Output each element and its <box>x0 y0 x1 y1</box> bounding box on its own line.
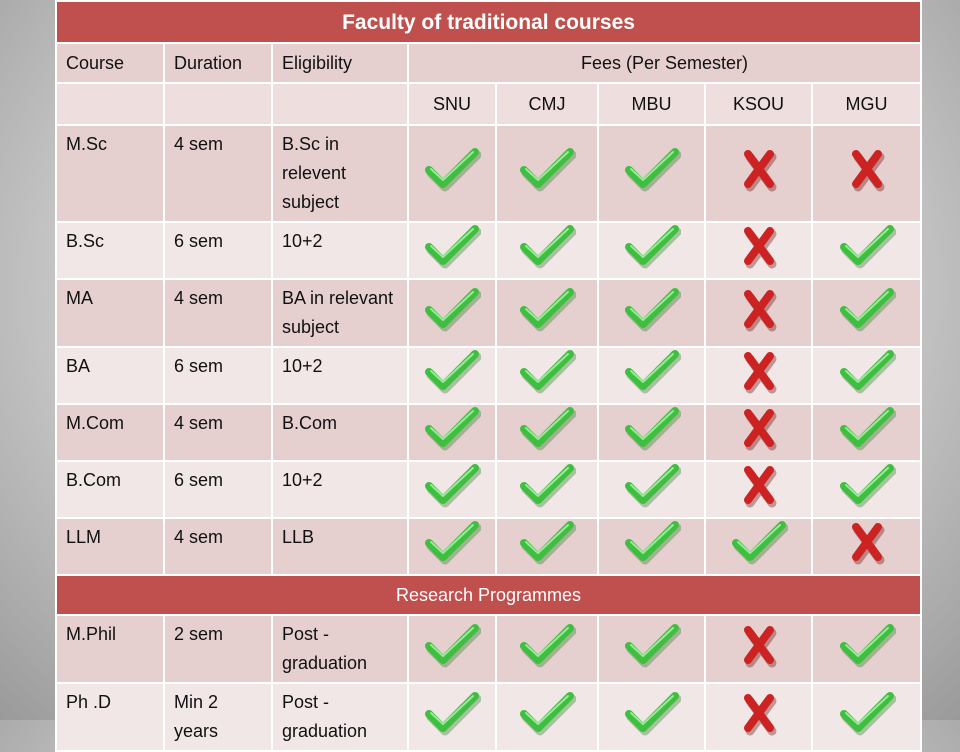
green-check-icon <box>623 286 681 332</box>
table-row <box>56 125 921 222</box>
green-check-icon <box>838 622 896 668</box>
green-check-icon <box>518 146 576 192</box>
mark-cell-ksou <box>705 683 812 751</box>
table-row <box>56 683 921 751</box>
course-cell: M.Sc <box>56 125 164 222</box>
green-check-icon <box>423 405 481 451</box>
red-cross-icon <box>730 348 788 394</box>
green-check-icon <box>423 462 481 508</box>
mark-cell-snu <box>408 125 496 222</box>
mark-cell-mgu <box>812 404 921 461</box>
course-cell: B.Sc <box>56 222 164 279</box>
eligibility-cell: 10+2 <box>272 461 408 518</box>
mark-cell-mgu <box>812 279 921 347</box>
mark-cell-mgu <box>812 125 921 222</box>
mark-cell-cmj <box>496 518 598 575</box>
university-header-row <box>56 83 921 125</box>
eligibility-cell: Post - graduation <box>272 683 408 751</box>
mark-cell-cmj <box>496 683 598 751</box>
mark-cell-mgu <box>812 347 921 404</box>
mark-cell-ksou <box>705 347 812 404</box>
mark-cell-mgu <box>812 461 921 518</box>
mark-cell-snu <box>408 222 496 279</box>
green-check-icon <box>423 622 481 668</box>
mark-cell-snu <box>408 461 496 518</box>
green-check-icon <box>623 622 681 668</box>
mark-cell-ksou <box>705 279 812 347</box>
green-check-icon <box>623 519 681 565</box>
green-check-icon <box>838 690 896 736</box>
mark-cell-mbu <box>598 347 705 404</box>
course-cell: Ph .D <box>56 683 164 751</box>
blank-cell <box>164 83 272 125</box>
mark-cell-ksou <box>705 222 812 279</box>
green-check-icon <box>623 348 681 394</box>
duration-cell: 6 sem <box>164 461 272 518</box>
university-snu: SNU <box>408 83 496 125</box>
mark-cell-snu <box>408 347 496 404</box>
eligibility-cell: Post - graduation <box>272 615 408 683</box>
mark-cell-snu <box>408 615 496 683</box>
red-cross-icon <box>730 146 788 192</box>
duration-cell: 2 sem <box>164 615 272 683</box>
eligibility-cell: B.Com <box>272 404 408 461</box>
table-row <box>56 347 921 404</box>
mark-cell-cmj <box>496 347 598 404</box>
green-check-icon <box>518 286 576 332</box>
mark-cell-cmj <box>496 404 598 461</box>
university-ksou: KSOU <box>705 83 812 125</box>
green-check-icon <box>623 405 681 451</box>
green-check-icon <box>423 690 481 736</box>
mark-cell-mbu <box>598 518 705 575</box>
mark-cell-mbu <box>598 683 705 751</box>
mark-cell-cmj <box>496 125 598 222</box>
mark-cell-cmj <box>496 461 598 518</box>
mark-cell-snu <box>408 683 496 751</box>
mark-cell-mbu <box>598 404 705 461</box>
green-check-icon <box>518 690 576 736</box>
mark-cell-cmj <box>496 615 598 683</box>
green-check-icon <box>423 519 481 565</box>
course-cell: M.Com <box>56 404 164 461</box>
duration-cell: 4 sem <box>164 404 272 461</box>
course-cell: MA <box>56 279 164 347</box>
mark-cell-mgu <box>812 683 921 751</box>
university-mgu: MGU <box>812 83 921 125</box>
duration-cell: 4 sem <box>164 518 272 575</box>
green-check-icon <box>838 348 896 394</box>
course-cell: BA <box>56 347 164 404</box>
table-row <box>56 404 921 461</box>
eligibility-cell: 10+2 <box>272 222 408 279</box>
duration-cell: 6 sem <box>164 222 272 279</box>
green-check-icon <box>838 286 896 332</box>
header-row <box>56 43 921 83</box>
mark-cell-ksou <box>705 518 812 575</box>
red-cross-icon <box>730 462 788 508</box>
courses-table <box>55 0 922 752</box>
mark-cell-ksou <box>705 461 812 518</box>
course-table-wrapper <box>55 0 920 752</box>
duration-cell: 6 sem <box>164 347 272 404</box>
header-course: Course <box>56 43 164 83</box>
red-cross-icon <box>730 690 788 736</box>
mark-cell-mbu <box>598 125 705 222</box>
green-check-icon <box>730 519 788 565</box>
green-check-icon <box>423 146 481 192</box>
red-cross-icon <box>730 223 788 269</box>
table-row <box>56 461 921 518</box>
table-row <box>56 279 921 347</box>
table-row <box>56 222 921 279</box>
green-check-icon <box>623 690 681 736</box>
green-check-icon <box>518 348 576 394</box>
table-row <box>56 615 921 683</box>
mark-cell-snu <box>408 518 496 575</box>
green-check-icon <box>518 223 576 269</box>
mark-cell-ksou <box>705 404 812 461</box>
table-title: Faculty of traditional courses <box>56 1 921 43</box>
green-check-icon <box>838 462 896 508</box>
red-cross-icon <box>730 405 788 451</box>
mark-cell-ksou <box>705 615 812 683</box>
duration-cell: Min 2 years <box>164 683 272 751</box>
mark-cell-mgu <box>812 222 921 279</box>
mark-cell-mgu <box>812 518 921 575</box>
mark-cell-snu <box>408 279 496 347</box>
duration-cell: 4 sem <box>164 279 272 347</box>
mark-cell-snu <box>408 404 496 461</box>
header-eligibility: Eligibility <box>272 43 408 83</box>
mark-cell-mbu <box>598 461 705 518</box>
duration-cell: 4 sem <box>164 125 272 222</box>
research-section-row <box>56 575 921 615</box>
table-row <box>56 518 921 575</box>
red-cross-icon <box>730 622 788 668</box>
course-cell: LLM <box>56 518 164 575</box>
blank-cell <box>272 83 408 125</box>
header-duration: Duration <box>164 43 272 83</box>
mark-cell-mgu <box>812 615 921 683</box>
mark-cell-ksou <box>705 125 812 222</box>
mark-cell-cmj <box>496 279 598 347</box>
green-check-icon <box>623 146 681 192</box>
red-cross-icon <box>730 286 788 332</box>
mark-cell-mbu <box>598 222 705 279</box>
mark-cell-cmj <box>496 222 598 279</box>
eligibility-cell: 10+2 <box>272 347 408 404</box>
university-cmj: CMJ <box>496 83 598 125</box>
green-check-icon <box>518 405 576 451</box>
eligibility-cell: BA in relevant subject <box>272 279 408 347</box>
green-check-icon <box>623 223 681 269</box>
eligibility-cell: B.Sc in relevent subject <box>272 125 408 222</box>
green-check-icon <box>518 622 576 668</box>
green-check-icon <box>518 519 576 565</box>
research-section-label: Research Programmes <box>56 575 921 615</box>
eligibility-cell: LLB <box>272 518 408 575</box>
header-fees: Fees (Per Semester) <box>408 43 921 83</box>
green-check-icon <box>623 462 681 508</box>
red-cross-icon <box>838 519 896 565</box>
mark-cell-mbu <box>598 279 705 347</box>
green-check-icon <box>518 462 576 508</box>
mark-cell-mbu <box>598 615 705 683</box>
course-cell: M.Phil <box>56 615 164 683</box>
course-cell: B.Com <box>56 461 164 518</box>
table-title-row <box>56 1 921 43</box>
green-check-icon <box>423 348 481 394</box>
green-check-icon <box>838 405 896 451</box>
green-check-icon <box>838 223 896 269</box>
green-check-icon <box>423 223 481 269</box>
university-mbu: MBU <box>598 83 705 125</box>
blank-cell <box>56 83 164 125</box>
green-check-icon <box>423 286 481 332</box>
red-cross-icon <box>838 146 896 192</box>
